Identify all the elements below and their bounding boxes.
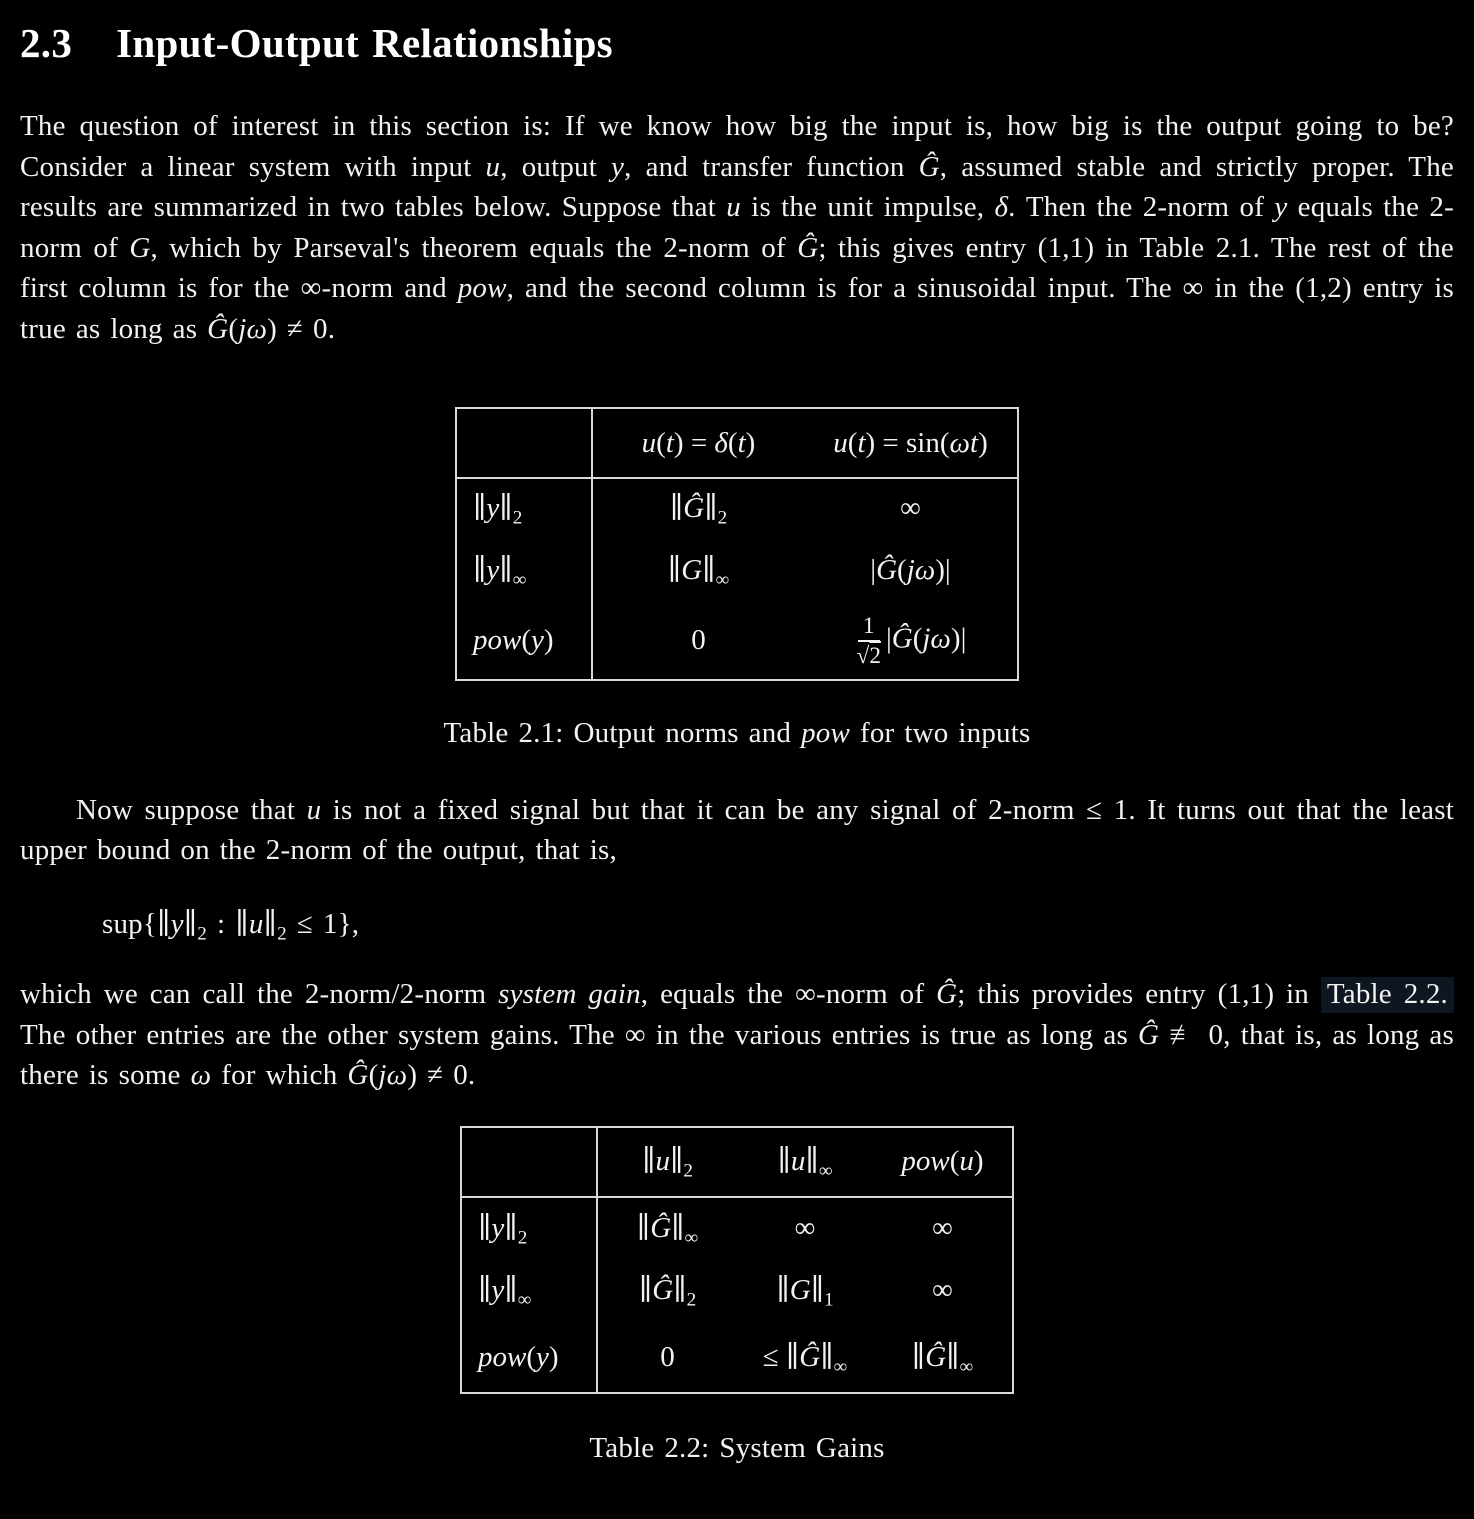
table-corner-cell — [461, 1127, 597, 1197]
column-header-u-2norm: $\parallel u\parallel_2$ — [597, 1127, 737, 1197]
table-row — [456, 408, 1018, 478]
table-cell: ∞ — [900, 492, 921, 525]
equation-sup-norm: $sup\{\parallel y\parallel_2$ : $\parallel u\parallel_2 \le 1$}, — [102, 907, 360, 944]
column-header-u-infnorm: $\parallel u\parallel_\infty$ — [737, 1127, 873, 1197]
table-corner-cell — [456, 408, 592, 478]
paragraph-intro: The question of interest in this section is: If we know how big the input is, how big is the output going to be? Consider a linear system with input u, output y, and transfer function Ĝ, assumed stable and strictly proper. The results are summarized in two tables below. Suppose that u is the unit impulse, δ. Then the 2-norm of y equals the 2-norm of G, which by Parseval's theorem equals the 2-norm of Ĝ; this gives entry (1,1) in Table 2.1. The rest of the first column is for the ∞-norm and pow, and the second column is for a sinusoidal input. The ∞ in the (1,2) entry is true as long as Ĝ(jω) ≠ 0. — [20, 110, 1455, 345]
table-cell: $\parallel Ĝ\parallel_2$ — [638, 1274, 697, 1311]
page-content — [20, 18, 1454, 1468]
section-heading — [20, 18, 1454, 68]
table-row — [461, 1323, 1013, 1393]
table-cell: ∞ — [932, 1211, 953, 1244]
table-cell: |Ĝ(jω)| — [870, 553, 951, 586]
table-cell: $\parallel Ĝ\parallel_\infty$ — [911, 1340, 974, 1378]
table-cell: $\parallel G\parallel_\infty$ — [667, 553, 730, 591]
row-label-pow-y: pow(y) — [456, 602, 592, 680]
table-cell: ≤ $\parallel Ĝ\parallel_\infty$ — [762, 1340, 848, 1378]
one-over-sqrt2-fraction: $\frac{1}{√2}$ — [856, 612, 881, 669]
table-cell: 0 — [660, 1340, 675, 1373]
table-row — [456, 602, 1018, 680]
column-header-pow-u: pow(u) — [873, 1127, 1013, 1197]
table-row — [456, 538, 1018, 602]
row-label-y-infnorm: $\parallel y\parallel_\infty$ — [456, 538, 592, 602]
table-row — [461, 1197, 1013, 1259]
table-row — [461, 1259, 1013, 1323]
table-2-2-link[interactable]: Table 2.2. — [1321, 977, 1454, 1013]
table-row — [456, 478, 1018, 538]
table-row — [461, 1127, 1013, 1197]
table-cell: $\parallel Ĝ\parallel_2$ — [669, 492, 728, 529]
section-title: Input-Output Relationships — [116, 20, 613, 66]
table-cell: ∞ — [794, 1211, 816, 1244]
table-cell: ∞ — [932, 1274, 953, 1307]
paragraph-supremum: Now suppose that u is not a fixed signal but that it can be any signal of 2-norm ≤ 1. It turns out that the least upper bound on the 2-norm of the output, that is, — [20, 793, 1454, 866]
paragraph-system-gain: which we can call the 2-norm/2-norm system gain, equals the ∞-norm of Ĝ; this provides entry (1,1) in Table 2.2. The other entries are the other system gains. The ∞ in the various entries is true as long as Ĝ ≢ 0, that is, as long as there is some ω for which Ĝ(jω) ≠ 0. — [20, 978, 1454, 1091]
row-label-pow-y: pow(y) — [461, 1323, 597, 1393]
section-number: 2.3 — [20, 20, 73, 66]
row-label-y-infnorm: $\parallel y\parallel_\infty$ — [461, 1259, 597, 1323]
table-cell: $\parallel Ĝ\parallel_\infty$ — [636, 1211, 699, 1249]
table-2-1-container — [20, 407, 1454, 681]
table-cell: 0 — [691, 624, 706, 657]
table-2-2-container — [20, 1126, 1454, 1394]
column-header-sinusoid-input: u(t) = sin(ωt) — [804, 408, 1018, 478]
table-2-1-caption: Table 2.1: Output norms and pow for two inputs — [443, 717, 1031, 749]
table-2-2 — [460, 1126, 1014, 1394]
column-header-impulse-input: u(t) = δ(t) — [592, 408, 804, 478]
table-2-1 — [455, 407, 1019, 681]
row-label-y-2norm: $\parallel y\parallel_2$ — [461, 1197, 597, 1259]
table-2-2-caption: Table 2.2: System Gains — [589, 1431, 885, 1464]
table-cell: $\frac{1}{√2}$ |Ĝ(jω)| — [856, 612, 967, 669]
table-cell: $\parallel G\parallel_1$ — [776, 1274, 834, 1311]
row-label-y-2norm: $\parallel y\parallel_2$ — [456, 478, 592, 538]
